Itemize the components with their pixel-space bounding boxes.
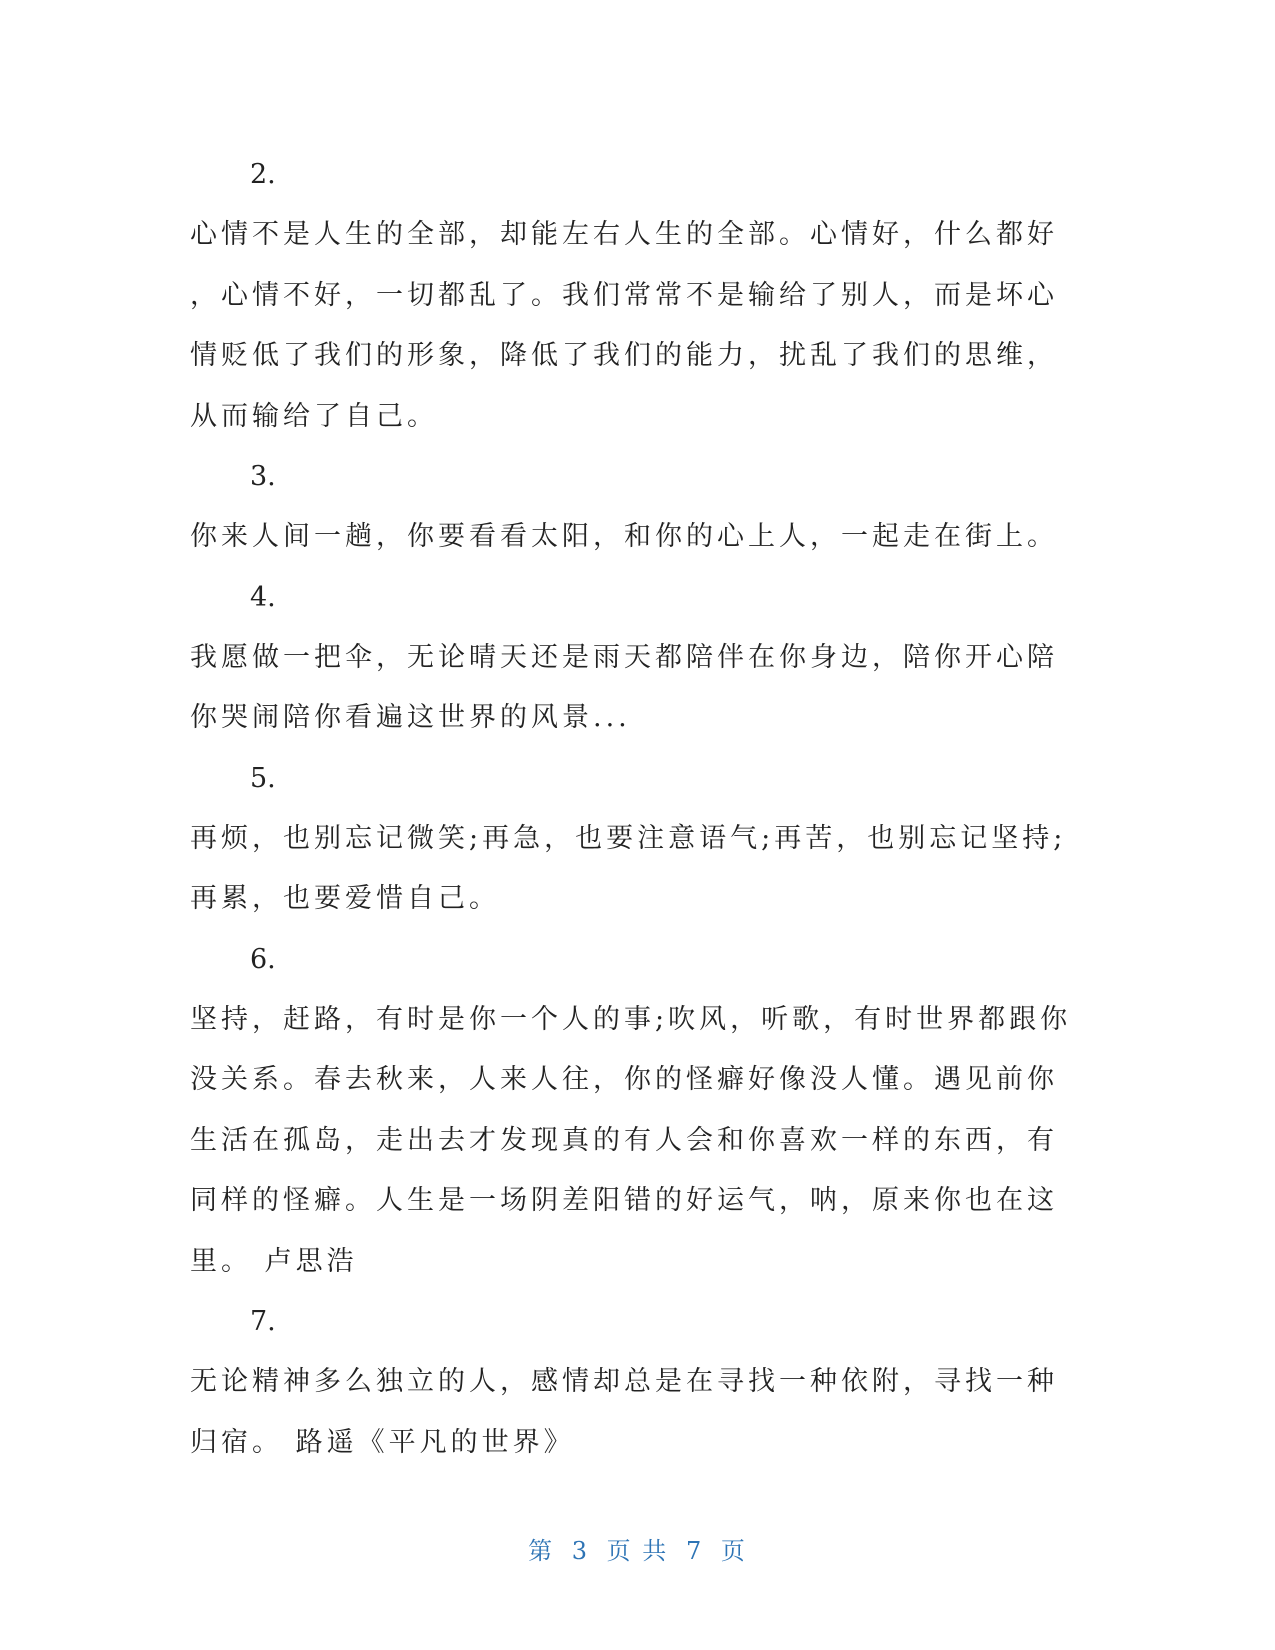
item-6 — [190, 930, 1090, 1293]
footer-total-pages: 7 — [685, 1537, 704, 1565]
item-text: 无论精神多么独立的人，感情却总是在寻找一种依附，寻找一种 归宿。 路遥《平凡的世界》 — [190, 1366, 1058, 1458]
document-body — [190, 145, 1090, 1473]
item-number: 3. — [250, 461, 276, 492]
item-number: 6. — [250, 943, 276, 975]
item-7 — [190, 1292, 1090, 1473]
item-text: 心情不是人生的全部，却能左右人生的全部。心情好，什么都好 ，心情不好，一切都乱了。我们常常不是输给了别人，而是坏心 情贬低了我们的形象，降低了我们的能力，扰乱了我们的思维， 从而输给了自己。 — [190, 219, 1058, 432]
item-number: 7. — [250, 1306, 276, 1337]
item-text: 坚持，赶路，有时是你一个人的事;吹风，听歌，有时世界都跟你 没关系。春去秋来，人来人往，你的怪癖好像没人懂。遇见前你 生活在孤岛，走出去才发现真的有人会和你喜欢一样的东西，有 同样的怪癖。人生是一场阴差阳错的好运气，呐，原来你也在这 里。 卢思浩 — [190, 1003, 1072, 1277]
item-text: 我愿做一把伞，无论晴天还是雨天都陪伴在你身边，陪你开心陪 你哭闹陪你看遍这世界的风景... — [190, 641, 1058, 733]
item-4 — [190, 568, 1090, 749]
footer-suffix: 页 — [720, 1537, 747, 1565]
footer-current-page: 3 — [571, 1537, 590, 1565]
page-footer — [0, 1536, 1275, 1566]
item-number: 4. — [250, 581, 276, 613]
footer-prefix: 第 — [528, 1537, 555, 1565]
item-3 — [190, 447, 1090, 568]
item-5 — [190, 749, 1090, 930]
item-number: 5. — [250, 762, 276, 794]
item-2 — [190, 145, 1090, 447]
footer-middle: 页 共 — [606, 1537, 669, 1565]
item-text: 再烦，也别忘记微笑;再急，也要注意语气;再苦，也别忘记坚持; 再累，也要爱惜自己。 — [190, 822, 1067, 914]
item-text: 你来人间一趟，你要看看太阳，和你的心上人，一起走在街上。 — [190, 521, 1058, 552]
item-number: 2. — [250, 159, 276, 190]
